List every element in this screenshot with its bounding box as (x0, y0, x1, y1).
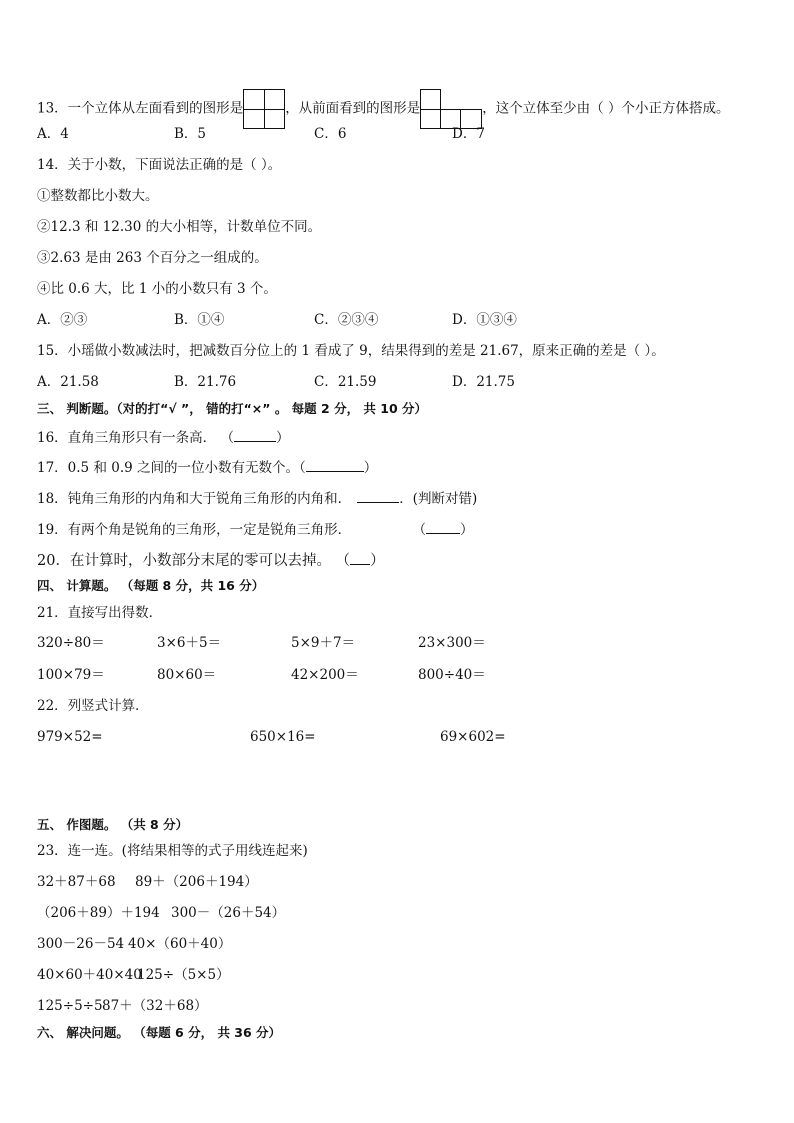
question-19 (37, 519, 473, 539)
q20-text: 20．在计算时，小数部分末尾的零可以去掉。 （ (37, 553, 351, 569)
q14-option-b: B．①④ (174, 312, 225, 328)
q21-r2-c3: 42×200＝ (291, 667, 359, 683)
q22-item-3: 69×602= (440, 729, 506, 745)
q14-option-a: A．②③ (37, 312, 88, 328)
q23-stem: 23．连一连。(将结果相等的式子用线连起来) (37, 843, 308, 859)
front-view-figure (420, 89, 482, 129)
q20-answer-blank[interactable] (350, 550, 370, 565)
q15-option-c: C．21.59 (314, 374, 377, 390)
q14-statement-2: ②12.3 和 12.30 的大小相等，计数单位不同。 (37, 219, 322, 235)
q23-right-4[interactable]: 125÷（5×5） (137, 967, 230, 983)
q23-right-3[interactable]: 40×（60＋40） (128, 936, 232, 952)
q22-stem: 22．列竖式计算． (37, 698, 149, 714)
q23-right-1[interactable]: 89＋（206＋194） (135, 874, 258, 890)
q16-close: ） (275, 430, 290, 446)
q14-option-d: D．①③④ (452, 312, 517, 328)
q14-statement-4: ④比 0.6 大，比 1 小的小数只有 3 个。 (37, 281, 277, 297)
q16-answer-blank[interactable] (234, 427, 276, 442)
q15-option-d: D．21.75 (452, 374, 515, 390)
q18-tail: ．(判断对错) (399, 491, 478, 507)
q23-right-2[interactable]: 300－（26＋54） (171, 905, 286, 921)
q15-option-a: A．21.58 (37, 374, 99, 390)
q18-answer-blank[interactable] (357, 488, 399, 503)
q23-left-4[interactable]: 40×60＋40×40 (37, 967, 142, 983)
q21-r1-c3: 5×9＋7＝ (291, 635, 356, 651)
q21-r1-c4: 23×300＝ (418, 635, 486, 651)
q17-text: 17．0.5 和 0.9 之间的一位小数有无数个。（ (37, 460, 306, 476)
q21-r1-c1: 320÷80＝ (37, 635, 105, 651)
section-3-heading: 三、 判断题。（对的打“√ ”， 错的打“×” 。 每题 2 分， 共 10 分） (37, 401, 428, 416)
q14-stem: 14．关于小数，下面说法正确的是（ ）。 (37, 157, 282, 173)
q17-close: ） (363, 460, 378, 476)
q19-close: ） (459, 522, 474, 538)
q18-text: 18．钝角三角形的内角和大于锐角三角形的内角和． (37, 491, 352, 507)
q13-text-1: 13．一个立体从左面看到的图形是 (37, 100, 244, 117)
q13-text-3: ，这个立体至少由（ ）个小正方体搭成。 (482, 100, 730, 117)
q14-option-c: C．②③④ (314, 312, 379, 328)
q23-left-3[interactable]: 300－26－54 (37, 936, 125, 952)
q21-r2-c2: 80×60＝ (157, 667, 217, 683)
q13-option-d: D．7 (452, 126, 485, 142)
question-16 (37, 427, 289, 447)
q23-left-1[interactable]: 32＋87＋68 (37, 874, 116, 890)
question-17 (37, 457, 377, 477)
question-18 (37, 488, 477, 508)
q15-option-b: B．21.76 (174, 374, 237, 390)
section-6-heading: 六、 解决问题。 （每题 6 分， 共 36 分） (37, 1025, 282, 1040)
q21-r2-c4: 800÷40＝ (418, 667, 486, 683)
q13-option-c: C．6 (314, 126, 347, 142)
q13-option-a: A．4 (37, 126, 69, 142)
q21-r1-c2: 3×6＋5＝ (157, 635, 222, 651)
q23-right-5[interactable]: 87＋（32＋68） (102, 998, 208, 1014)
q17-answer-blank[interactable] (306, 457, 364, 472)
q13-option-b: B．5 (174, 126, 207, 142)
q21-stem: 21．直接写出得数． (37, 605, 163, 621)
q15-stem: 15．小瑶做小数减法时，把减数百分位上的 1 看成了 9，结果得到的差是 21.67，原来正确的差是（ ）。 (37, 343, 665, 359)
q23-left-2[interactable]: （206＋89）＋194 (37, 905, 160, 921)
q23-left-5[interactable]: 125÷5÷5 (37, 998, 103, 1014)
question-13 (37, 89, 729, 129)
q14-statement-3: ③2.63 是由 263 个百分之一组成的。 (37, 250, 268, 266)
q20-close: ） (370, 553, 385, 569)
q13-text-2: ，从前面看到的图形是 (285, 100, 421, 117)
q22-item-2: 650×16= (250, 729, 316, 745)
q19-open: （ (419, 522, 426, 538)
section-4-heading: 四、 计算题。 （每题 8 分，共 16 分） (37, 578, 265, 593)
q19-answer-blank[interactable] (426, 519, 460, 534)
left-view-figure (243, 89, 285, 129)
q14-statement-1: ①整数都比小数大。 (37, 188, 159, 204)
q21-r2-c1: 100×79＝ (37, 667, 105, 683)
question-20 (37, 550, 385, 570)
q22-item-1: 979×52= (37, 729, 103, 745)
q16-text: 16．直角三角形只有一条高． （ (37, 430, 234, 446)
q19-text: 19．有两个角是锐角的三角形，一定是锐角三角形． (37, 522, 352, 538)
section-5-heading: 五、 作图题。 （共 8 分） (37, 817, 189, 832)
